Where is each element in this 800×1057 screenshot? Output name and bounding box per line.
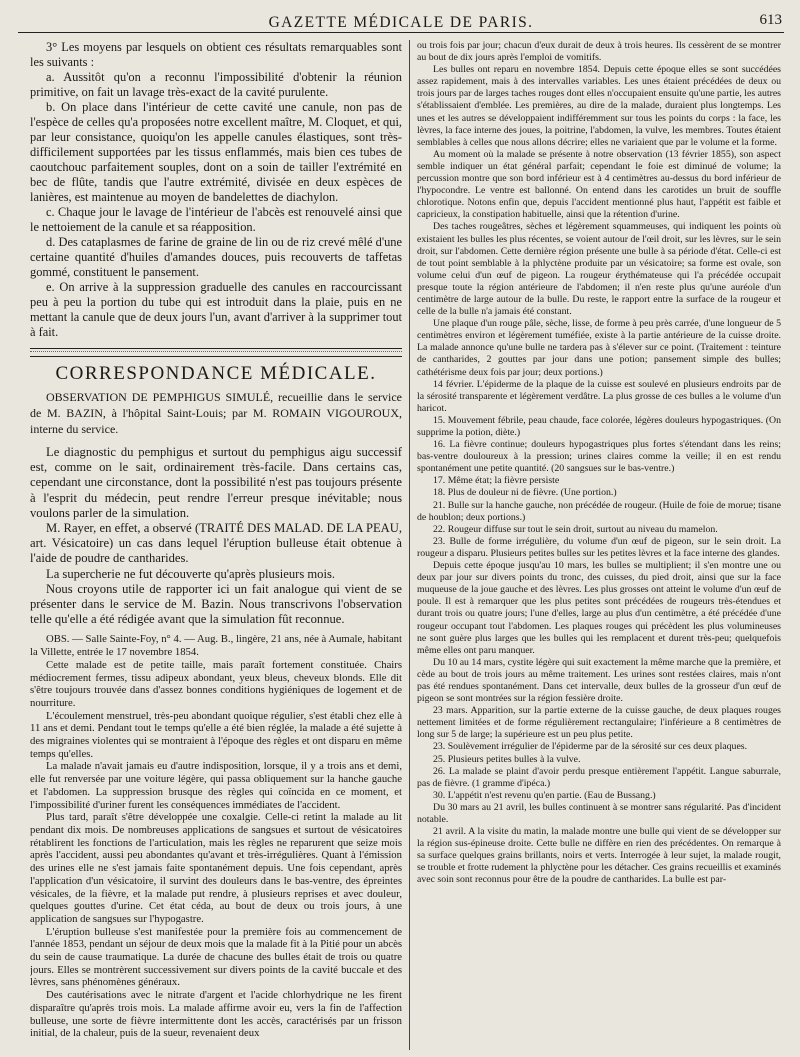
daily-entry: 21. Bulle sur la hanche gauche, non précédée de rougeur. (Huile de foie de morue; tisane de houblon; deux portions.) <box>417 499 781 523</box>
observation-paragraph: Cette malade est de petite taille, mais paraît fortement constituée. Chairs médiocrement fermes, tissu adipeux abondant, yeux bleus, cheveux blonds. Elle dit s'être toujours trouvée dans d'assez bonnes conditions hygiéniques de logement et de nourriture. <box>30 658 402 709</box>
intro-paragraph: M. Rayer, en effet, a observé (TRAITÉ DES MALAD. DE LA PEAU, art. Vésicatoire) un cas dans lequel l'éruption bulleuse était obtenue à l'aide de poudre de cantharides. <box>30 521 402 566</box>
daily-entry: 15. Mouvement fébrile, peau chaude, face colorée, légères douleurs hypogastriques. (On supprime la potion, diète.) <box>417 414 781 438</box>
article-title: OBSERVATION DE PEMPHIGUS SIMULÉ, recueillie dans le service de M. BAZIN, à l'hôpital Saint-Louis; par M. ROMAIN VIGOUROUX, interne du service. <box>30 390 402 436</box>
list-item-c: c. Chaque jour le lavage de l'intérieur de l'abcès est renouvelé ainsi que le nettoiement de la canule et sa réapposition. <box>30 205 402 234</box>
observation-paragraph: Au moment où la malade se présente à notre observation (13 février 1855), son aspect semble indiquer un état général parfait; cependant le foie est diminué de volume; la percussion montre que son bord inférieur est à 4 centimètres au-dessus du bord inférieur de l'hypocondre. Le ventre est ballonné. On entend dans les carotides un bruit de souffle chlorotique. Notons enfin que, depuis l'accident mentionné plus haut, l'appétit est faible et capricieux, la constipation habituelle, ainsi que la rétention d'urine. <box>417 148 781 221</box>
column-divider <box>409 40 410 1050</box>
daily-entry: 26. La malade se plaint d'avoir perdu presque entièrement l'appétit. Langue saburrale, pas de fièvre. (1 gramme d'ipéca.) <box>417 765 781 789</box>
intro-paragraph: Le diagnostic du pemphigus et surtout du pemphigus aigu successif est, comme on le sait, ordinairement très-facile. Dans certains cas, cependant une circonstance, dont la possibilité n'est pas toujours présente à l'esprit du médecin, peut rendre l'erreur presque inévitable; nous voulons parler de la simulation. <box>30 445 402 520</box>
daily-entry: 23. Soulèvement irrégulier de l'épiderme par de la sérosité sur ces deux plaques. <box>433 741 748 753</box>
observation-paragraph: ou trois fois par jour; chacun d'eux durait de deux à trois heures. Ils cessèrent de se montrer au bout de dix jours après l'emploi de vomitifs. <box>417 40 781 64</box>
right-column <box>417 40 781 1052</box>
observation-paragraph: Des taches rougeâtres, sèches et légèrement squammeuses, qui indiquent les points où existaient les bulles les plus récentes, se voient autour de l'œil droit, sur les lèvres, sur le sein droit, sur l'abdomen. Cette dernière région présente une bulle à sa période d'état. Celle-ci est de tout point semblable à la phlyctène produite par un vésicatoire; sa forme est ovale, son volume celui d'un œuf de pigeon. La rougeur érythémateuse qui l'a précédée occupait presque toute la région antérieure de l'abdomen; il n'en reste plus qu'une auréole d'un centimètre de large autour de la bulle. Du reste, le rapport entre la surface de la rougeur et celle de la bulle n'a jamais été constant. <box>417 221 781 318</box>
observation-paragraph: 21 avril. A la visite du matin, la malade montre une bulle qui vient de se développer sur la région sus-épineuse droite. Cette bulle ne diffère en rien des précédentes. On remarque à sa surface quelques grains brillants, noirs et verts. Interrogée à leur sujet, la malade rougit, se trouble et frotte rudement la phlyctène pour les détacher. Ces grains recueillis et examinés avec soin sont reconnus pour être de la poudre de cantharides. La bulle est par- <box>417 826 781 886</box>
observation-paragraph: L'écoulement menstruel, très-peu abondant quoique régulier, s'est établi chez elle à 11 ans et demi. Pendant tout le temps qu'elle a été bien réglée, la malade a été sujette à des migraines violentes qui se montraient à l'époque des règles et ont disparu en même temps qu'elles. <box>30 709 402 760</box>
list-intro: 3° Les moyens par lesquels on obtient ces résultats remarquables sont les suivants : <box>30 40 402 69</box>
journal-title: GAZETTE MÉDICALE DE PARIS. <box>268 14 534 31</box>
daily-entry: 22. Rougeur diffuse sur tout le sein droit, surtout au niveau du mamelon. <box>433 523 718 535</box>
section-title: CORRESPONDANCE MÉDICALE. <box>55 363 377 384</box>
observation-paragraph: Des cautérisations avec le nitrate d'argent et l'acide chlorhydrique ne les firent disparaître qu'après trois mois. La malade affirme avoir eu, vers la fin de l'affection bulleuse, une sorte de fièvre intermittente dont les accès, caractérisés par un frisson initial, de la chaleur, puis de la sueur, revenaient deux <box>30 989 402 1040</box>
observation-paragraph: La malade n'avait jamais eu d'autre indisposition, lorsque, il y a trois ans et demi, elle fut renversée par une voiture légère, qui passa obliquement sur la hanche gauche et l'abdomen. La suppression brusque des règles qui coïncida en ce moment, et l'impossibilité d'uriner furent les conséquences immédiates de l'accident. <box>30 760 402 811</box>
section-divider <box>30 348 402 357</box>
list-item-d: d. Des cataplasmes de farine de graine de lin ou de riz crevé mêlé d'une certaine quantité d'huiles d'amandes douces, puis recouverts de taffetas gommé, constituent le pansement. <box>30 235 402 279</box>
observation-paragraph: Depuis cette époque jusqu'au 10 mars, les bulles se multiplient; il s'en montre une ou deux par jour sur divers points du tronc, des cuisses, du pied droit, ainsi que sur la face muqueuse de la joue gauche et des lèvres. Les plus grosses ont atteint le volume d'un œuf de poule. Il est à remarquer que les plus petites sont précédées de rougeurs très-étendues et durant trois ou quatre jours; l'une d'elles, large au plus d'un centimètre, a été précédée d'une rougeur occupant tout l'abdomen. Les plaques rouges qui précèdent les plus volumineuses ne sont guère plus larges que les bulles qui les remplacent et durent très-peu; quelquefois même elles ont paru manquer. <box>417 560 781 656</box>
observation-paragraph: Une plaque d'un rouge pâle, sèche, lisse, de forme à peu près carrée, d'une longueur de 5 centimètres environ et légèrement tuméfiée, existe à la partie antérieure de la cuisse droite. La malade annonce qu'une bulle ne tardera pas à s'élever sur ce point. (Traitement : teinture de cantharides, 2 gouttes par jour dans une potion; pansement simple des bulles; cathétérisme deux fois par jour; deux portions.) <box>417 318 781 378</box>
observation-paragraph: Plus tard, paraît s'être développée une coxalgie. Celle-ci retint la malade au lit pendant dix mois. De nombreuses applications de sangsues et surtout de vésicatoires rétablirent les fonctions de l'articulation, mais les règles ne reparurent que seize mois après l'accident, aussi peu abondantes qu'avant et très-irrégulières. Quant à l'émission des urines elle ne s'est jamais faite spontanément depuis. Une fois cependant, après l'application d'un vésicatoire, il survint des douleurs dans le bas-ventre, des épreintes vésicales, de la fièvre, et la malade put rendre, à plusieurs reprises et avec douleur, quelques gouttes d'urine. Cet état céda, au bout de deux ou trois jours, à une application de sangsues sur l'hypogastre. <box>30 811 402 925</box>
daily-entry: 17. Même état; la fièvre persiste <box>433 475 560 487</box>
daily-entry: 23. Bulle de forme irrégulière, du volume d'un œuf de pigeon, sur le sein droit. La rougeur a disparu. Plusieurs petites bulles sur les petites lèvres et la face interne des glandes. <box>417 535 781 559</box>
intro-paragraph: Nous croyons utile de rapporter ici un fait analogue qui vient de se présenter dans le service de M. Bazin. Nous transcrivons l'observation telle qu'elle a été rédigée avant que la simulation fût reconnue. <box>30 581 402 627</box>
list-item-b: b. On place dans l'intérieur de cette cavité une canule, non pas de l'espèce de celles qu'a proposées notre excellent maître, M. Cloquet, et qui, par leur consistance, quoiqu'on les appelle canules élastiques, sont très-difficilement supportées par les tissus enflammés, mais bien ces tubes de caoutchouc parfaitement souples, dont on a soin de tailler l'extrémité en bec de flûte, tandis que l'autre extrémité, divisée en deux espèces de lanières, est maintenue au moyen de bandelettes de diachylon. <box>30 100 402 204</box>
daily-entry: 14 février. L'épiderme de la plaque de la cuisse est soulevé en plusieurs endroits par de la sérosité transparente et légèrement verdâtre. La plus grosse de ces bulles a le volume d'un haricot. <box>417 378 781 414</box>
page-header <box>18 10 784 33</box>
list-item-e: e. On arrive à la suppression graduelle des canules en raccourcissant peu à peu la portion du tube qui est introduit dans la plaie, puis en ne mettant la canule que de deux jours l'un, avant d'arriver à la supprimer tout à fait. <box>30 280 402 339</box>
observation-heading: OBS. — Salle Sainte-Foy, n° 4. — Aug. B., lingère, 21 ans, née à Aumale, habitant la Villette, entrée le 17 novembre 1854. <box>30 633 402 659</box>
daily-entry: 23 mars. Apparition, sur la partie externe de la cuisse gauche, de deux plaques rouges nettement limitées et de forme régulièrement rectangulaire; l'inférieure a 8 centimètres de long sur 5 de large; la supérieure est un peu plus petite. <box>417 705 781 741</box>
daily-entry: 25. Plusieurs petites bulles à la vulve. <box>433 753 581 765</box>
left-column <box>30 40 402 1052</box>
observation-paragraph: Du 30 mars au 21 avril, les bulles continuent à se montrer sans régularité. Pas d'incident notable. <box>417 801 781 825</box>
observation-paragraph: L'éruption bulleuse s'est manifestée pour la première fois au commencement de l'année 1853, pendant un séjour de deux mois que la malade fit à la Pitié pour un abcès du sein de cause traumatique. La durée de chacune des bulles était de trois ou quatre jours. Elles se montrèrent successivement sur divers points de la cavité buccale et des lèvres, sans phénomènes généraux. <box>30 925 402 989</box>
observation-paragraph: Les bulles ont reparu en novembre 1854. Depuis cette époque elles se sont succédées assez rapidement, mais à des intervalles variables. Les unes étaient précédées de deux ou trois jours par de larges taches rouges dont elles n'occupaient ensuite qu'une partie, les autres s'établissaient d'emblée. Les premières, au dire de la malade, duraient plus longtemps. Les unes et les autres se développaient indifféremment sur tous les points du corps : la face, les lèvres, la face interne des joues, la poitrine, l'abdomen, la vulve, les membres. Toutes étaient semblables à celles que nous allons décrire; elles ne variaient que par le volume et la forme. <box>417 64 781 148</box>
page-number: 613 <box>759 12 782 28</box>
daily-entry: 18. Plus de douleur ni de fièvre. (Une portion.) <box>433 487 617 499</box>
daily-entry: 16. La fièvre continue; douleurs hypogastriques plus fortes s'étendant dans les reins; bas-ventre douloureux à la pression; urines claires comme la veille; il en est rendu spontanément une petite quantité. (20 sangsues sur le bas-ventre.) <box>417 439 781 475</box>
observation-paragraph: Du 10 au 14 mars, cystite légère qui suit exactement la même marche que la première, et cède au bout de trois jours au même traitement. Les urines sont restées claires, mais n'ont pas été rendues spontanément. Dans cet intervalle, deux bulles de la grosseur d'un œuf de pigeon se sont montrées sur la région fessière droite. <box>417 656 781 705</box>
daily-entry: 30. L'appétit n'est revenu qu'en partie. (Eau de Bussang.) <box>433 789 656 801</box>
intro-paragraph: La supercherie ne fut découverte qu'après plusieurs mois. <box>46 566 336 581</box>
list-item-a: a. Aussitôt qu'on a reconnu l'impossibilité d'obtenir la réunion primitive, on fait un lavage très-exact de la cavité purulente. <box>30 70 402 99</box>
